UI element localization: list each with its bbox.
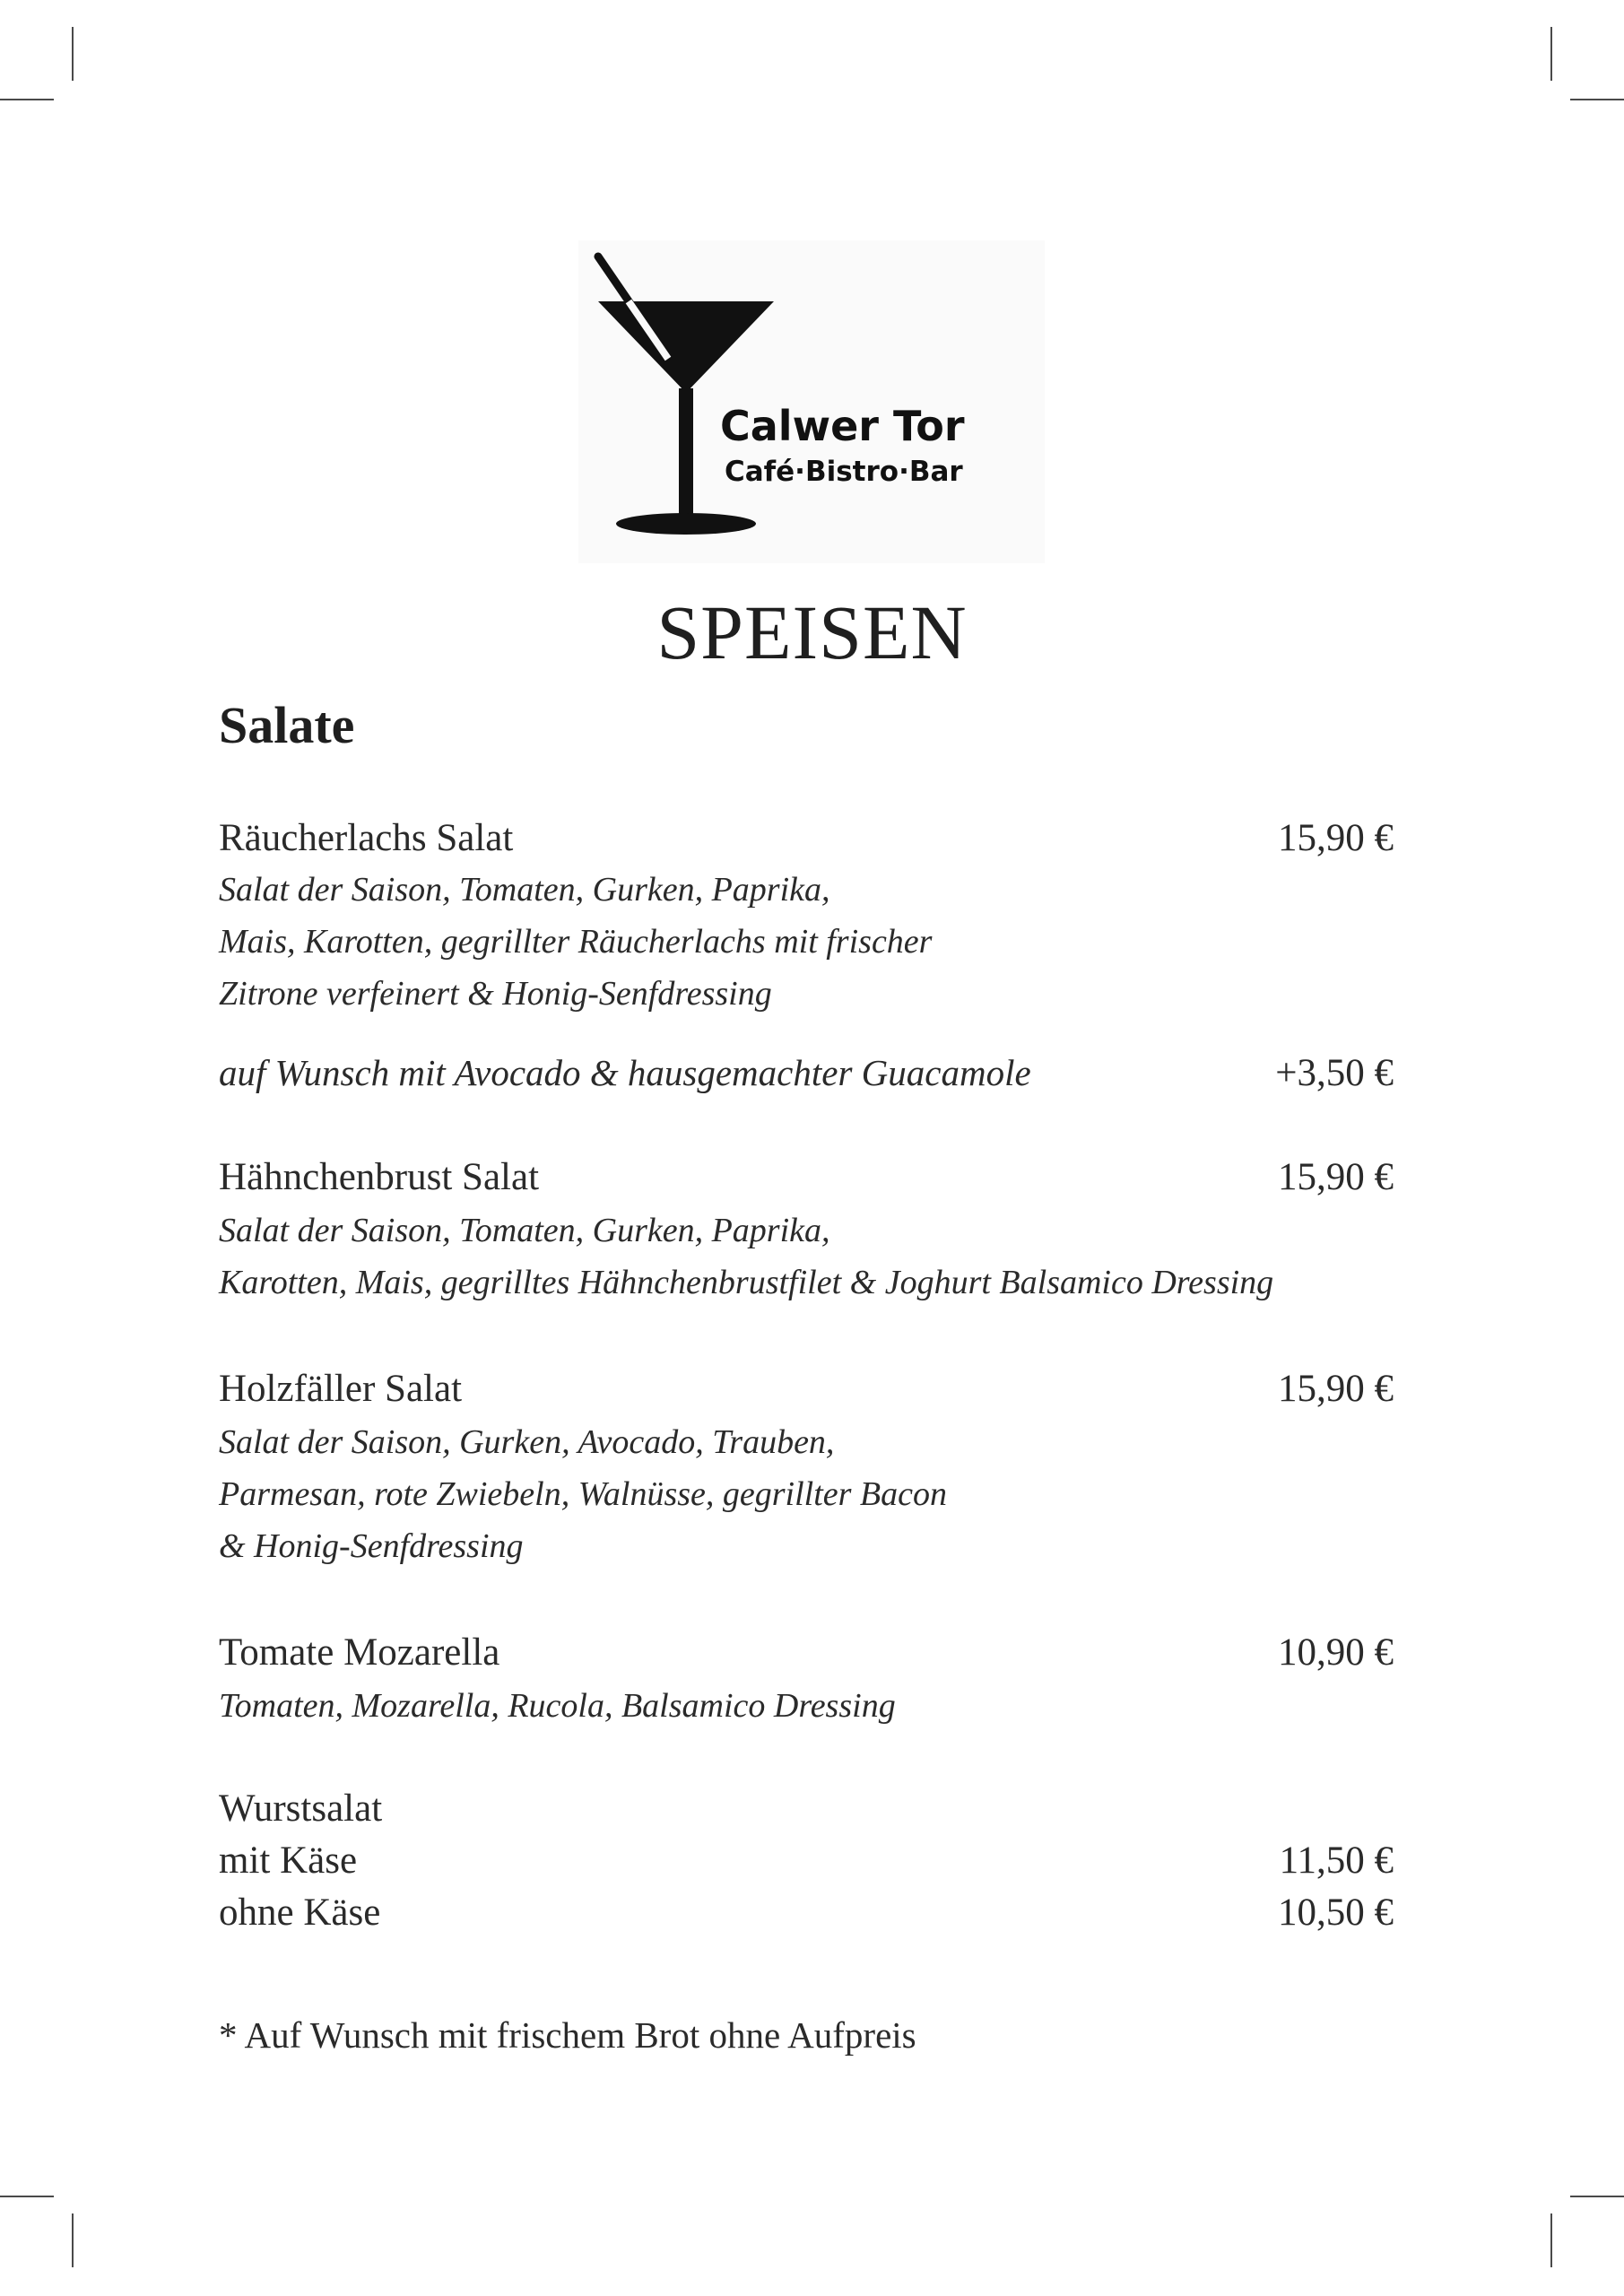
item-name: Tomate Mozarella	[219, 1631, 500, 1674]
item-description: Tomaten, Mozarella, Rucola, Balsamico Dressing	[219, 1687, 896, 1725]
item-description: & Honig-Senfdressing	[219, 1527, 524, 1565]
extra-price: +3,50 €	[1275, 1052, 1394, 1094]
extra-label: auf Wunsch mit Avocado & hausgemachter Guacamole	[219, 1052, 1031, 1093]
logo	[578, 240, 1045, 563]
menu-item	[219, 1155, 1394, 1209]
crop-mark	[1550, 27, 1552, 81]
crop-mark	[1550, 2213, 1552, 2267]
logo-subtitle: Café·Bistro·Bar	[725, 456, 963, 488]
item-name: Wurstsalat	[219, 1787, 383, 1830]
item-description: Salat der Saison, Gurken, Avocado, Trauben,	[219, 1423, 835, 1461]
crop-mark	[1570, 2196, 1624, 2197]
footnote: * Auf Wunsch mit frischem Brot ohne Aufpreis	[219, 2014, 916, 2056]
item-description: Karotten, Mais, gegrilltes Hähnchenbrustfilet & Joghurt Balsamico Dressing	[219, 1264, 1274, 1301]
crop-mark	[72, 2213, 74, 2267]
menu-item-variant	[219, 1891, 1394, 1944]
item-name: Hähnchenbrust Salat	[219, 1156, 540, 1198]
page-title: SPEISEN	[656, 589, 968, 675]
crop-mark	[0, 99, 54, 100]
item-price: 10,90 €	[1278, 1631, 1394, 1674]
variant-price: 10,50 €	[1278, 1892, 1394, 1934]
section-heading: Salate	[219, 696, 355, 754]
crop-mark	[1570, 99, 1624, 100]
item-description: Parmesan, rote Zwiebeln, Walnüsse, gegrillter Bacon	[219, 1475, 948, 1513]
item-extra	[219, 1051, 1394, 1105]
item-description: Mais, Karotten, gegrillter Räucherlachs mit frischer	[219, 923, 933, 961]
menu-item	[219, 1787, 1394, 1840]
item-description: Salat der Saison, Tomaten, Gurken, Paprika,	[219, 871, 830, 909]
item-description: Zitrone verfeinert & Honig-Senfdressing	[219, 975, 772, 1013]
item-price: 15,90 €	[1278, 1156, 1394, 1198]
crop-mark	[72, 27, 74, 81]
item-description: Salat der Saison, Tomaten, Gurken, Paprika,	[219, 1212, 830, 1249]
variant-label: mit Käse	[219, 1839, 358, 1882]
item-price: 15,90 €	[1278, 1368, 1394, 1410]
menu-item	[219, 1367, 1394, 1421]
item-name: Holzfäller Salat	[219, 1368, 463, 1410]
item-price: 15,90 €	[1278, 817, 1394, 859]
menu-item-variant	[219, 1839, 1394, 1892]
variant-label: ohne Käse	[219, 1892, 381, 1934]
logo-name: Calwer Tor	[720, 402, 965, 450]
item-name: Räucherlachs Salat	[219, 817, 514, 859]
variant-price: 11,50 €	[1279, 1839, 1394, 1882]
menu-item	[219, 816, 1394, 870]
crop-mark	[0, 2196, 54, 2197]
menu-item	[219, 1631, 1394, 1684]
